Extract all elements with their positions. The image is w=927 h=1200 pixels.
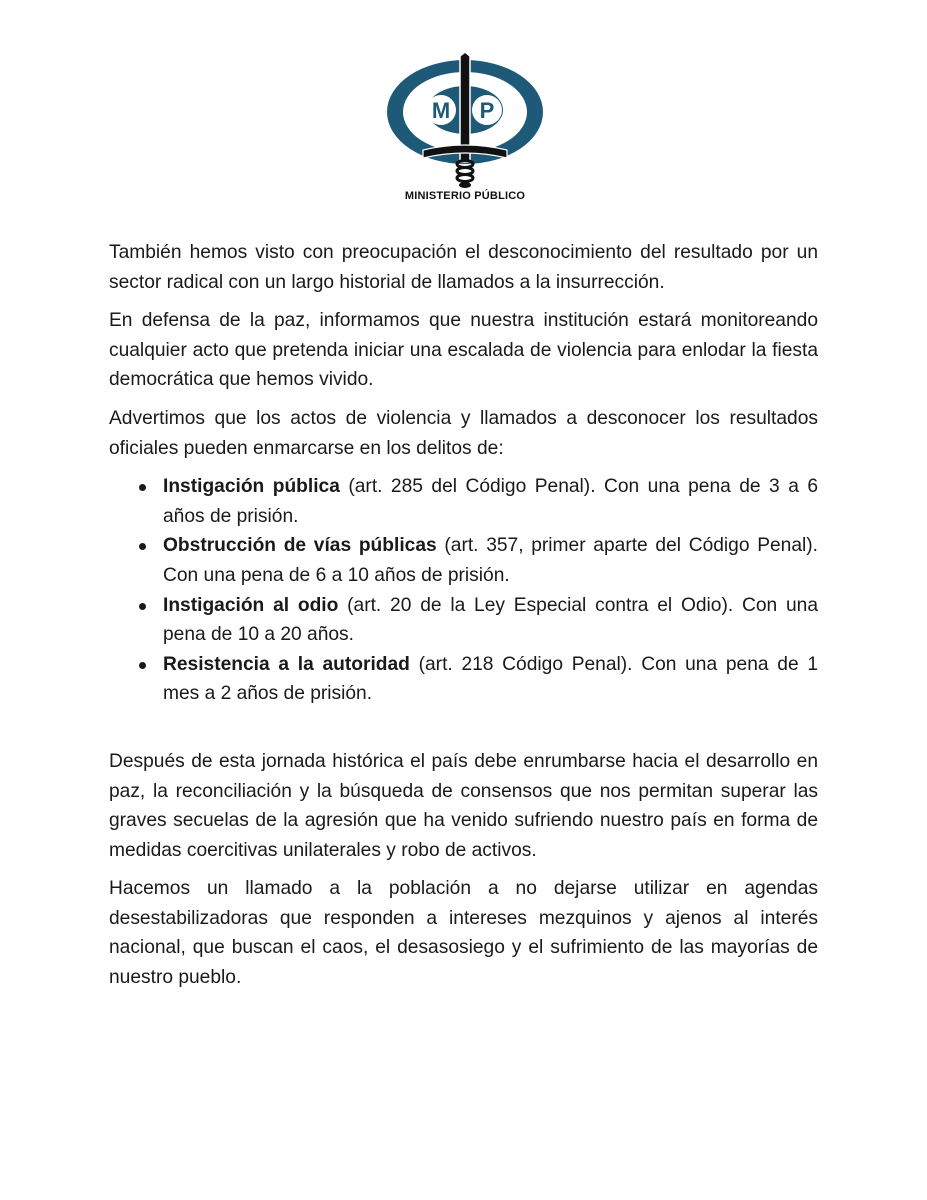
- logo-initial-p: P: [479, 98, 495, 123]
- bullet-icon: [139, 603, 146, 610]
- crime-detail: (art. 357, primer aparte del Código Penal). Con una pena de 6 a 10 años de prisión.: [163, 535, 819, 586]
- crime-detail: (art. 20 de la Ley Especial contra el Odio). Con una pena de 10 a 20 años.: [163, 594, 818, 646]
- paragraph-3: Advertimos que los actos de violencia y llamados a desconocer los resultados oficiales pueden enmarcarse en los delitos de:: [109, 407, 818, 459]
- section-spacer: [109, 709, 818, 747]
- logo-caption: MINISTERIO PÚBLICO: [404, 190, 526, 202]
- crime-name: Obstrucción de vías públicas: [163, 535, 437, 557]
- paragraph-1: También hemos visto con preocupación el desconocimiento del resultado por un sector radical con un largo historial de llamados a la insurrección.: [109, 242, 818, 293]
- paragraph-2: En defensa de la paz, informamos que nuestra institución estará monitoreando cualquier acto que pretenda iniciar una escalada de violencia para enlodar la fiesta democrática que hemos vivido.: [109, 310, 818, 391]
- ministerio-publico-logo: [383, 52, 547, 207]
- crimes-list: [109, 472, 818, 709]
- crime-name: Resistencia a la autoridad: [163, 653, 410, 675]
- list-item: [109, 591, 818, 650]
- logo-initial-m: M: [431, 98, 451, 123]
- crime-name: Instigación al odio: [163, 594, 339, 616]
- bullet-icon: [139, 543, 146, 550]
- list-item: [109, 531, 818, 590]
- paragraph-4: Después de esta jornada histórica el país debe enrumbarse hacia el desarrollo en paz, la reconciliación y la búsqueda de consensos que nos permitan superar las graves secuelas de la agresión que ha venido sufriendo nuestro país en forma de medidas coercitivas unilaterales y robo de activos.: [109, 750, 818, 861]
- bullet-icon: [139, 662, 146, 669]
- crime-detail: (art. 218 Código Penal). Con una pena de 1 mes a 2 años de prisión.: [163, 653, 819, 705]
- document-body: [109, 238, 818, 1002]
- list-item: [109, 472, 818, 531]
- sword-emblem-icon: [383, 52, 547, 192]
- crime-name: Instigación pública: [163, 476, 340, 498]
- paragraph-5: Hacemos un llamado a la población a no dejarse utilizar en agendas desestabilizadoras que responden a intereses mezquinos y ajenos al interés nacional, que buscan el caos, el desasosiego y el sufrimiento de las mayorías de nuestro pueblo.: [109, 878, 818, 989]
- bullet-icon: [139, 484, 146, 491]
- crime-detail: (art. 285 del Código Penal). Con una pena de 3 a 6 años de prisión.: [163, 476, 818, 527]
- list-item: [109, 650, 818, 709]
